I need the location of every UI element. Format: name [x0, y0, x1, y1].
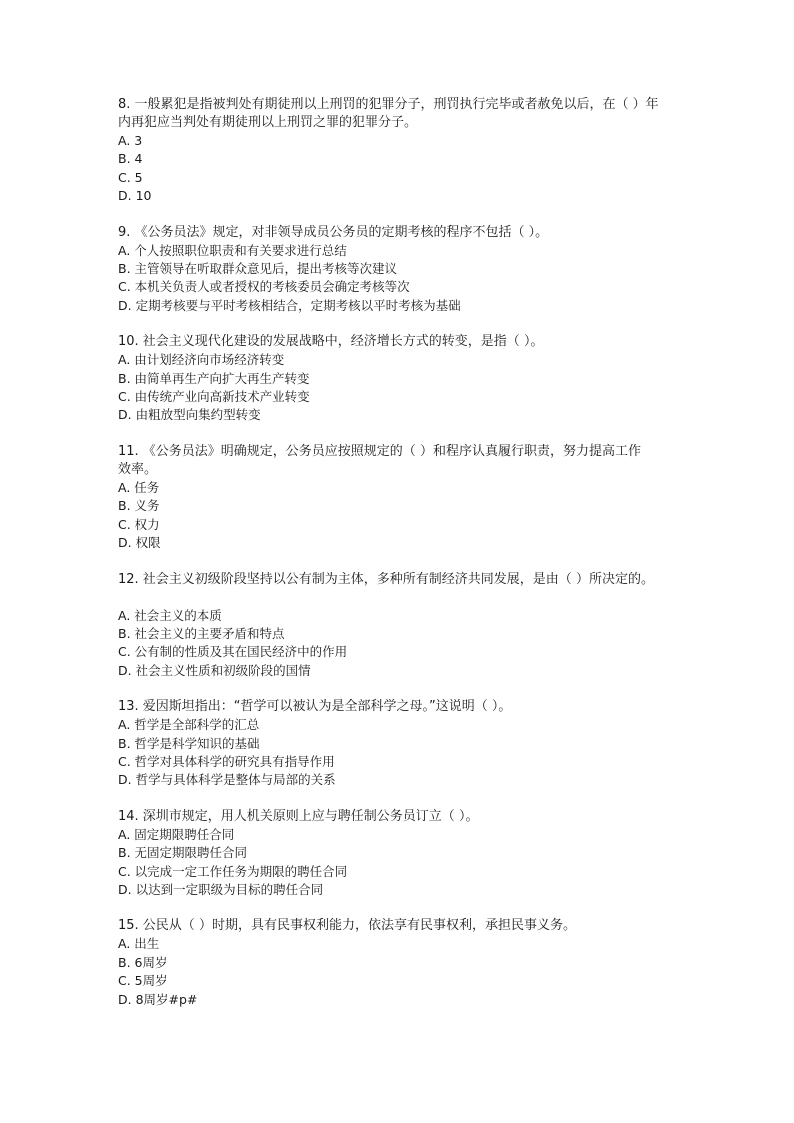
option-d: D. 以达到一定职级为目标的聘任合同 [118, 881, 324, 897]
question-text-continued: 效率。 [118, 461, 158, 477]
question-text: 15. 公民从（ ）时期，具有民事权利能力，依法享有民事权利，承担民事义务。 [118, 918, 576, 934]
question-text: 13. 爱因斯坦指出：“哲学可以被认为是全部科学之母。”这说明（ ）。 [118, 699, 512, 715]
question-14 [118, 808, 718, 900]
option-a: A. 出生 [118, 936, 160, 952]
question-text: 10. 社会主义现代化建设的发展战略中，经济增长方式的转变，是指（ ）。 [118, 334, 544, 350]
option-d: D. 哲学与具体科学是整体与局部的关系 [118, 772, 336, 788]
option-a: A. 社会主义的本质 [118, 607, 222, 623]
option-c: C. 由传统产业向高新技术产业转变 [118, 389, 310, 405]
option-b: B. 社会主义的主要矛盾和特点 [118, 625, 285, 641]
option-d: D. 8周岁#p# [118, 991, 198, 1007]
option-b: B. 无固定期限聘任合同 [118, 845, 248, 861]
option-d: D. 10 [118, 188, 152, 204]
option-a: A. 任务 [118, 479, 160, 495]
option-c: C. 公有制的性质及其在国民经济中的作用 [118, 644, 348, 660]
option-b: B. 6周岁 [118, 954, 168, 970]
question-15 [118, 917, 718, 1009]
question-text: 11. 《公务员法》明确规定，公务员应按照规定的（ ）和程序认真履行职责，努力提高工作 [118, 443, 641, 459]
question-text: 12. 社会主义初级阶段坚持以公有制为主体，多种所有制经济共同发展，是由（ ）所决定的。 [118, 571, 654, 587]
option-b: B. 主管领导在听取群众意见后，提出考核等次建议 [118, 261, 398, 277]
question-11 [118, 443, 718, 553]
option-c: C. 权力 [118, 516, 160, 532]
option-d: D. 定期考核要与平时考核相结合，定期考核以平时考核为基础 [118, 297, 461, 313]
option-c: C. 本机关负责人或者授权的考核委员会确定考核等次 [118, 279, 410, 295]
question-9 [118, 224, 718, 316]
question-13 [118, 698, 718, 790]
question-text-continued: 内再犯应当判处有期徒刑以上刑罚之罪的犯罪分子。 [118, 115, 418, 130]
option-c: C. 5 [118, 169, 143, 185]
question-text: 14. 深圳市规定，用人机关原则上应与聘任制公务员订立（ ）。 [118, 808, 479, 824]
option-a: A. 哲学是全部科学的汇总 [118, 717, 260, 733]
option-b: B. 哲学是科学知识的基础 [118, 735, 260, 751]
option-b: B. 由简单再生产向扩大再生产转变 [118, 370, 310, 386]
option-a: A. 由计划经济向市场经济转变 [118, 352, 285, 368]
option-c: C. 哲学对具体科学的研究具有指导作用 [118, 753, 335, 769]
question-10 [118, 333, 718, 425]
option-a: A. 固定期限聘任合同 [118, 826, 235, 842]
question-list [118, 96, 718, 1027]
option-d: D. 由粗放型向集约型转变 [118, 407, 261, 423]
question-text: 9. 《公务员法》规定，对非领导成员公务员的定期考核的程序不包括（ ）。 [118, 224, 549, 240]
option-c: C. 以完成一定工作任务为期限的聘任合同 [118, 863, 348, 879]
option-b: B. 义务 [118, 498, 160, 514]
question-12 [118, 571, 718, 681]
option-d: D. 社会主义性质和初级阶段的国情 [118, 662, 311, 678]
question-8 [118, 96, 718, 206]
option-d: D. 权限 [118, 535, 161, 551]
option-c: C. 5周岁 [118, 973, 168, 989]
option-a: A. 个人按照职位职责和有关要求进行总结 [118, 242, 347, 258]
option-a: A. 3 [118, 133, 143, 148]
blank-line [118, 589, 718, 607]
option-b: B. 4 [118, 151, 143, 167]
question-text: 8. 一般累犯是指被判处有期徒刑以上刑罚的犯罪分子，刑罚执行完毕或者赦免以后，在（ ）年 [118, 97, 659, 112]
